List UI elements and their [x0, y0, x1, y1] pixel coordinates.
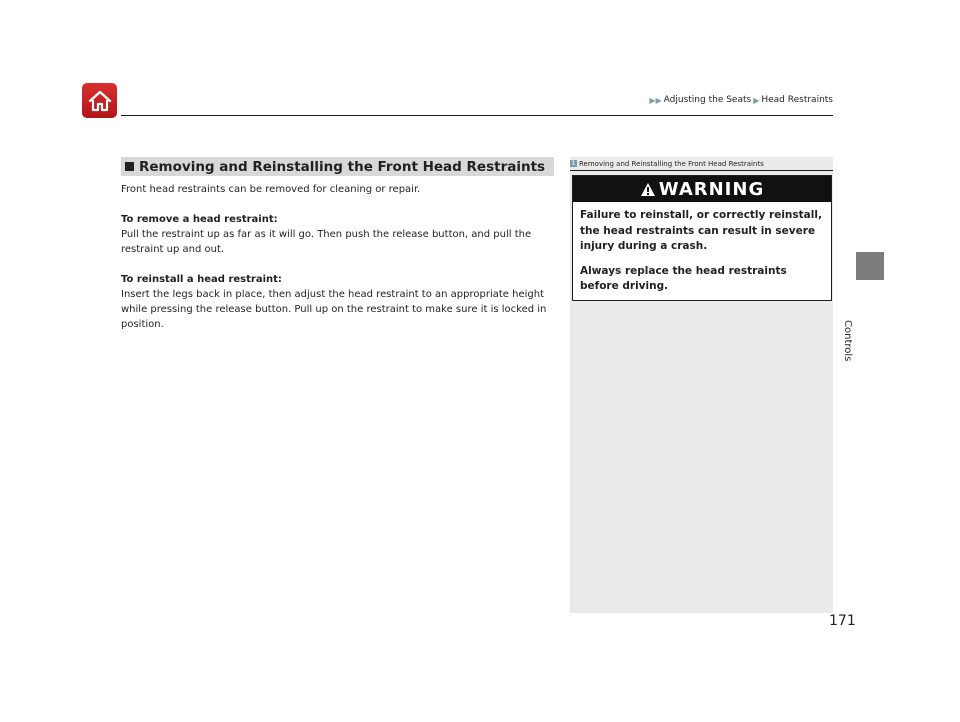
warning-paragraph: Always replace the head restraints before driving. — [580, 264, 787, 292]
warning-box — [572, 175, 832, 301]
warning-banner — [573, 176, 831, 202]
warning-label: WARNING — [658, 178, 765, 200]
square-bullet-icon — [125, 162, 134, 171]
chapter-tab-label[interactable]: Controls — [842, 320, 853, 362]
home-button[interactable] — [82, 83, 117, 118]
reference-mark-icon: 1 — [571, 160, 576, 167]
breadcrumb — [649, 95, 833, 105]
warning-triangle-icon — [640, 182, 656, 197]
breadcrumb-item[interactable]: Adjusting the Seats — [663, 95, 752, 105]
sidebar-heading-text: Removing and Reinstalling the Front Head Restraints — [579, 159, 764, 168]
reinstall-paragraph: Insert the legs back in place, then adjust the head restraint to an appropriate height while pressing the release button. Pull up on the restraint to make sure it is locked in position. — [121, 289, 547, 330]
chapter-tab[interactable] — [856, 252, 884, 280]
breadcrumb-arrow-icon: ▶ — [753, 95, 760, 105]
sidebar-heading — [570, 157, 833, 171]
header-divider — [121, 115, 833, 116]
page-number: 171 — [829, 613, 856, 629]
home-icon — [87, 89, 113, 113]
remove-paragraph: Pull the restraint up as far as it will go. Then push the release button, and pull the restraint up and out. — [121, 229, 532, 255]
body-text — [121, 182, 554, 332]
sidebar-notes — [570, 157, 833, 613]
reinstall-heading: To reinstall a head restraint: — [121, 274, 282, 285]
remove-heading: To remove a head restraint: — [121, 214, 278, 225]
warning-paragraph: Failure to reinstall, or correctly reinstall, the head restraints can result in severe injury during a crash. — [580, 209, 822, 252]
intro-paragraph: Front head restraints can be removed for cleaning or repair. — [121, 184, 421, 195]
breadcrumb-item[interactable]: Head Restraints — [761, 95, 833, 105]
section-title: Removing and Reinstalling the Front Head Restraints — [139, 158, 546, 175]
section-heading — [121, 157, 554, 176]
breadcrumb-arrow-icon: ▶▶ — [649, 95, 662, 105]
warning-text — [573, 202, 831, 295]
